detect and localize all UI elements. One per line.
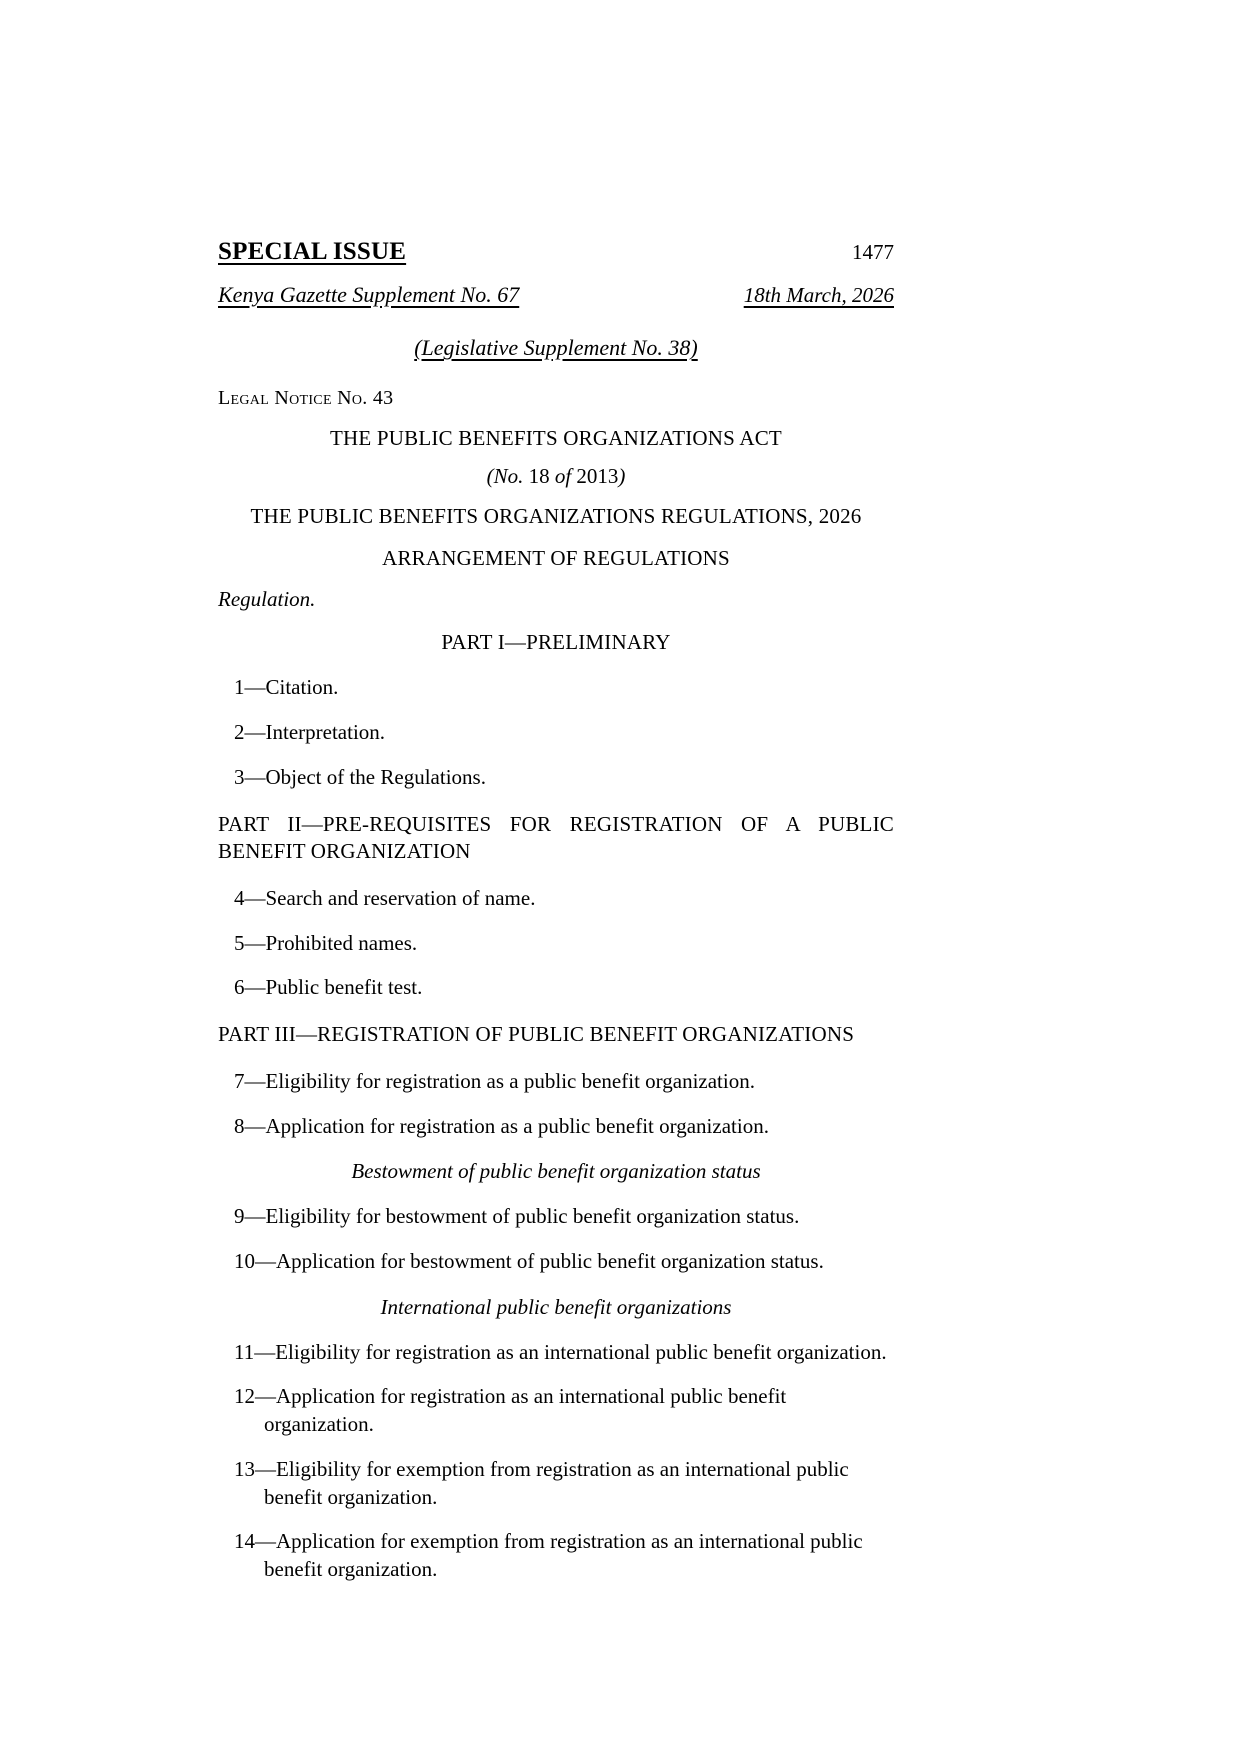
legislative-supplement-number: (Legislative Supplement No. 38) (414, 335, 698, 361)
toc-entry-9[interactable]: 9—Eligibility for bestowment of public benefit organization status. (234, 1204, 800, 1229)
act-number-year: 2013 (571, 464, 619, 489)
masthead (218, 238, 894, 267)
toc-entry-13[interactable]: 13—Eligibility for exemption from registration as an international public benefit organization. (234, 1456, 849, 1509)
toc-entry-8[interactable]: 8—Application for registration as a public benefit organization. (234, 1113, 769, 1138)
toc-entry-4[interactable]: 4—Search and reservation of name. (234, 885, 536, 910)
toc-entry-11[interactable]: 11—Eligibility for registration as an international public benefit organization. (234, 1339, 887, 1364)
act-number-of: of (554, 464, 572, 489)
part-3-heading: PART III—REGISTRATION OF PUBLIC BENEFIT ORGANIZATIONS (218, 1022, 855, 1047)
part-1-heading: PART I—PRELIMINARY (441, 630, 671, 655)
legal-notice-number: Legal Notice No. 43 (218, 387, 394, 410)
gazette-line (218, 282, 894, 308)
toc-entry-12[interactable]: 12—Application for registration as an international public benefit organization. (234, 1384, 787, 1437)
act-number-value: 18 (523, 464, 555, 489)
toc-entry-3[interactable]: 3—Object of the Regulations. (234, 764, 486, 789)
act-number-prefix: No. (493, 464, 524, 489)
regulation-column-label: Regulation. (218, 587, 316, 612)
toc-entry-6[interactable]: 6—Public benefit test. (234, 975, 423, 1000)
legislative-supplement-row (218, 335, 894, 361)
subheading-bestowment: Bestowment of public benefit organization status (351, 1159, 761, 1184)
toc-entry-7[interactable]: 7—Eligibility for registration as a public benefit organization. (234, 1068, 755, 1093)
arrangement-title: ARRANGEMENT OF REGULATIONS (382, 546, 730, 571)
toc-entry-10[interactable]: 10—Application for bestowment of public benefit organization status. (234, 1249, 824, 1274)
gazette-supplement-number: Kenya Gazette Supplement No. 67 (218, 281, 520, 307)
regulations-title: THE PUBLIC BENEFITS ORGANIZATIONS REGULATIONS, 2026 (250, 504, 862, 529)
act-number: (No. 18 of 2013) (486, 464, 626, 489)
special-issue-label: SPECIAL ISSUE (218, 238, 407, 265)
gazette-date: 18th March, 2026 (743, 282, 894, 307)
toc-entry-14[interactable]: 14—Application for exemption from registration as an international public benefit organization. (234, 1529, 863, 1582)
subheading-international: International public benefit organizations (380, 1294, 732, 1319)
document-content (218, 238, 894, 1584)
toc-entry-1[interactable]: 1—Citation. (234, 675, 339, 700)
toc-entry-5[interactable]: 5—Prohibited names. (234, 930, 418, 955)
part-2-heading: PART II—PRE-REQUISITES FOR REGISTRATION OF A PUBLIC BENEFIT ORGANIZATION (218, 811, 894, 864)
page-number: 1477 (852, 240, 894, 264)
act-title: THE PUBLIC BENEFITS ORGANIZATIONS ACT (330, 426, 782, 451)
toc-entry-2[interactable]: 2—Interpretation. (234, 720, 386, 745)
